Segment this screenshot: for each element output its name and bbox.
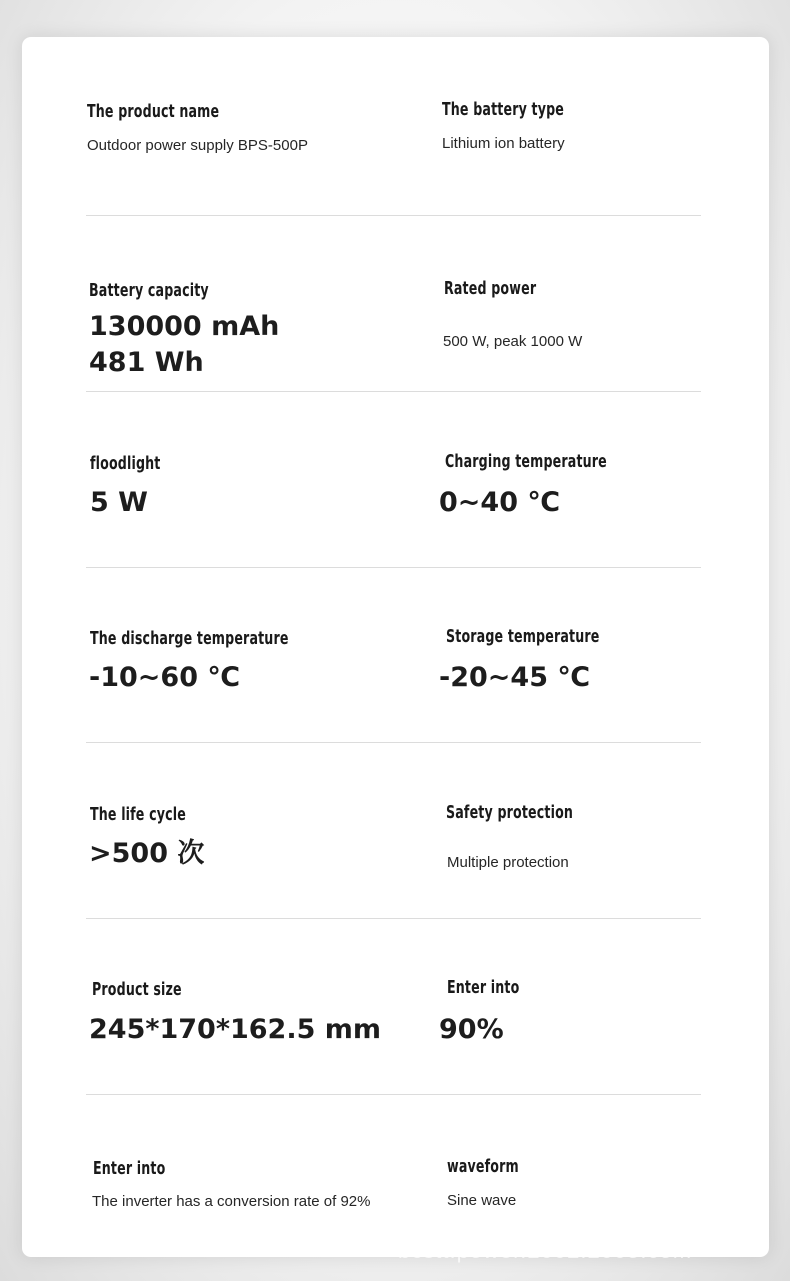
enter-into-value: 90% xyxy=(439,1014,504,1045)
safety-protection-value: Multiple protection xyxy=(447,854,569,871)
watermark: bcstt.power.2002.2005.com xyxy=(398,1238,693,1263)
battery-capacity-mah: 130000 mAh xyxy=(89,311,280,342)
inverter-value: The inverter has a conversion rate of 92% xyxy=(92,1193,371,1210)
floodlight-value: 5 W xyxy=(90,487,148,518)
storage-temperature-label: Storage temperature xyxy=(446,626,600,647)
divider xyxy=(86,742,701,743)
divider xyxy=(86,1094,701,1095)
battery-capacity-wh: 481 Wh xyxy=(89,347,204,378)
product-size-label: Product size xyxy=(92,979,182,1000)
waveform-label: waveform xyxy=(447,1156,519,1177)
inverter-label: Enter into xyxy=(93,1158,166,1179)
life-cycle-label: The life cycle xyxy=(90,804,186,825)
storage-temperature-value: -20~45 ℃ xyxy=(439,662,591,693)
rated-power-value: 500 W, peak 1000 W xyxy=(443,333,583,350)
discharge-temperature-label: The discharge temperature xyxy=(90,628,289,649)
battery-type-value: Lithium ion battery xyxy=(442,135,565,152)
battery-capacity-label: Battery capacity xyxy=(89,280,209,301)
product-name-label: The product name xyxy=(87,101,220,122)
divider xyxy=(86,918,701,919)
charging-temperature-label: Charging temperature xyxy=(445,451,607,472)
discharge-temperature-value: -10~60 ℃ xyxy=(89,662,241,693)
safety-protection-label: Safety protection xyxy=(446,802,574,823)
waveform-value: Sine wave xyxy=(447,1192,517,1209)
battery-type-label: The battery type xyxy=(442,99,565,120)
floodlight-label: floodlight xyxy=(90,453,161,474)
product-size-value: 245*170*162.5 mm xyxy=(89,1014,382,1045)
product-name-value: Outdoor power supply BPS-500P xyxy=(87,137,308,154)
life-cycle-value: >500 次 xyxy=(89,838,205,869)
rated-power-label: Rated power xyxy=(444,278,537,299)
divider xyxy=(86,215,701,216)
divider xyxy=(86,567,701,568)
charging-temperature-value: 0~40 ℃ xyxy=(439,487,561,518)
divider xyxy=(86,391,701,392)
enter-into-label: Enter into xyxy=(447,977,520,998)
